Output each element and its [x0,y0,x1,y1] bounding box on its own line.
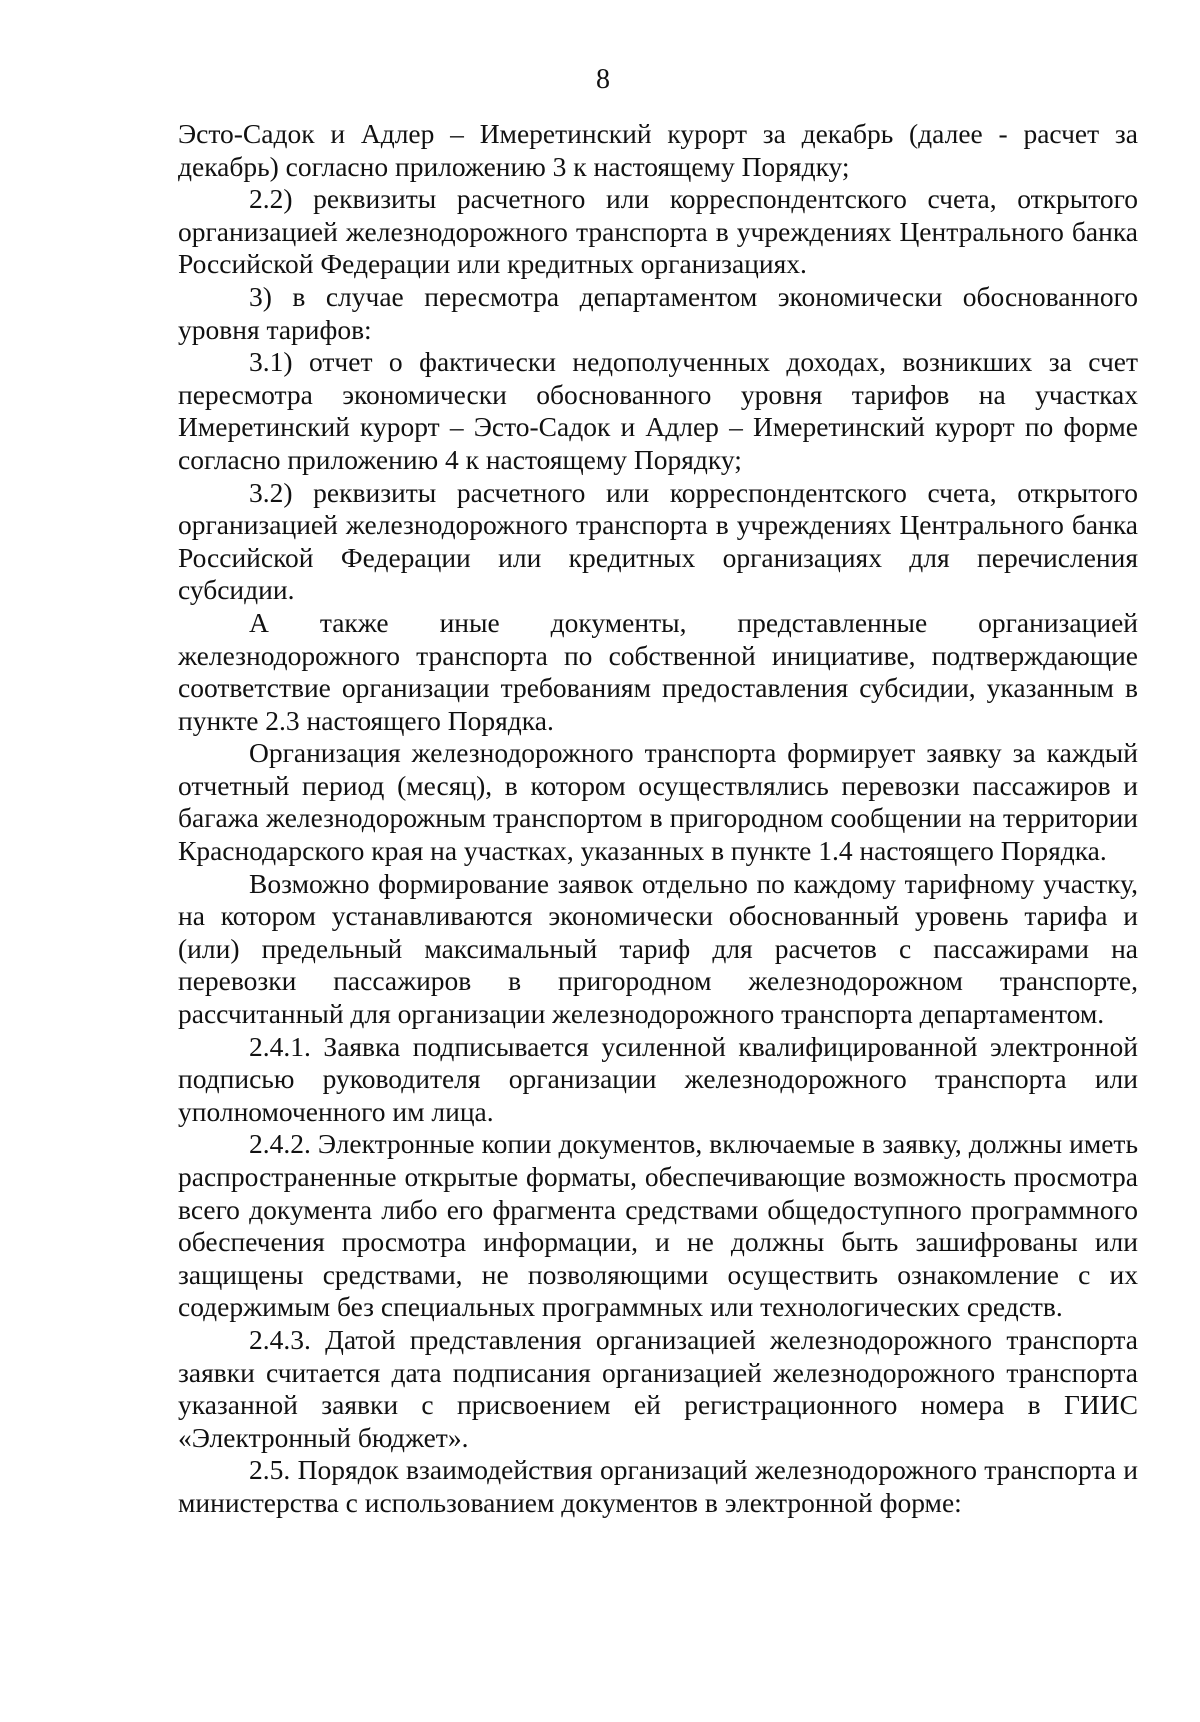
paragraph-continuation: Эсто-Садок и Адлер – Имеретинский курорт за декабрь (далее - расчет за декабрь) согласно приложению 3 к настоящему Порядку; [178,118,1138,182]
paragraph-3-2: 3.2) реквизиты расчетного или корреспондентского счета, открытого организацией железнодорожного транспорта в учреждениях Центрального банка Российской Федерации или кредитных организациях для перечисления субсидии. [178,476,1138,606]
document-body [178,118,1138,1520]
paragraph-other-documents: А также иные документы, представленные организацией железнодорожного транспорта по собственной инициативе, подтверждающие соответствие организации требованиям предоставления субсидии, указанным в пункте 2.3 настоящего Порядка. [178,606,1138,736]
paragraph-3-1: 3.1) отчет о фактически недополученных доходах, возникших за счет пересмотра экономически обоснованного уровня тарифов на участках Имеретинский курорт – Эсто-Садок и Адлер – Имеретинский курорт по форме согласно приложению 4 к настоящему Порядку; [178,346,1138,475]
paragraph-3: 3) в случае пересмотра департаментом экономически обоснованного уровня тарифов: [178,280,1138,345]
paragraph-application-period: Организация железнодорожного транспорта формирует заявку за каждый отчетный период (месяц), в котором осуществлялись перевозки пассажиров и багажа железнодорожным транспортом в пригородном сообщении на территории Краснодарского края на участках, указанных в пункте 1.4 настоящего Порядка. [178,737,1138,867]
paragraph-2-2: 2.2) реквизиты расчетного или корреспондентского счета, открытого организацией железнодорожного транспорта в учреждениях Центрального банка Российской Федерации или кредитных организациях. [178,183,1138,280]
paragraph-2-5: 2.5. Порядок взаимодействия организаций железнодорожного транспорта и министерства с использованием документов в электронной форме: [178,1454,1138,1518]
paragraph-tariff-sections: Возможно формирование заявок отдельно по каждому тарифному участку, на котором устанавливаются экономически обоснованный уровень тарифа и (или) предельный максимальный тариф для расчетов с пассажирами на перевозки пассажиров в пригородном железнодорожном транспорте, рассчитанный для организации железнодорожного транспорта департаментом. [178,867,1138,1030]
paragraph-2-4-1: 2.4.1. Заявка подписывается усиленной квалифицированной электронной подписью руководителя организации железнодорожного транспорта или уполномоченного им лица. [178,1030,1138,1127]
paragraph-2-4-3: 2.4.3. Датой представления организацией железнодорожного транспорта заявки считается дата подписания организацией железнодорожного транспорта указанной заявки с присвоением ей регистрационного номера в ГИИС «Электронный бюджет». [178,1323,1138,1453]
paragraph-2-4-2: 2.4.2. Электронные копии документов, включаемые в заявку, должны иметь распространенные открытые форматы, обеспечивающие возможность просмотра всего документа либо его фрагмента средствами общедоступного программного обеспечения просмотра информации, и не должны быть зашифрованы или защищены средствами, не позволяющими осуществить ознакомление с их содержимым без специальных программных или технологических средств. [178,1128,1138,1323]
page-number: 8 [596,64,610,95]
